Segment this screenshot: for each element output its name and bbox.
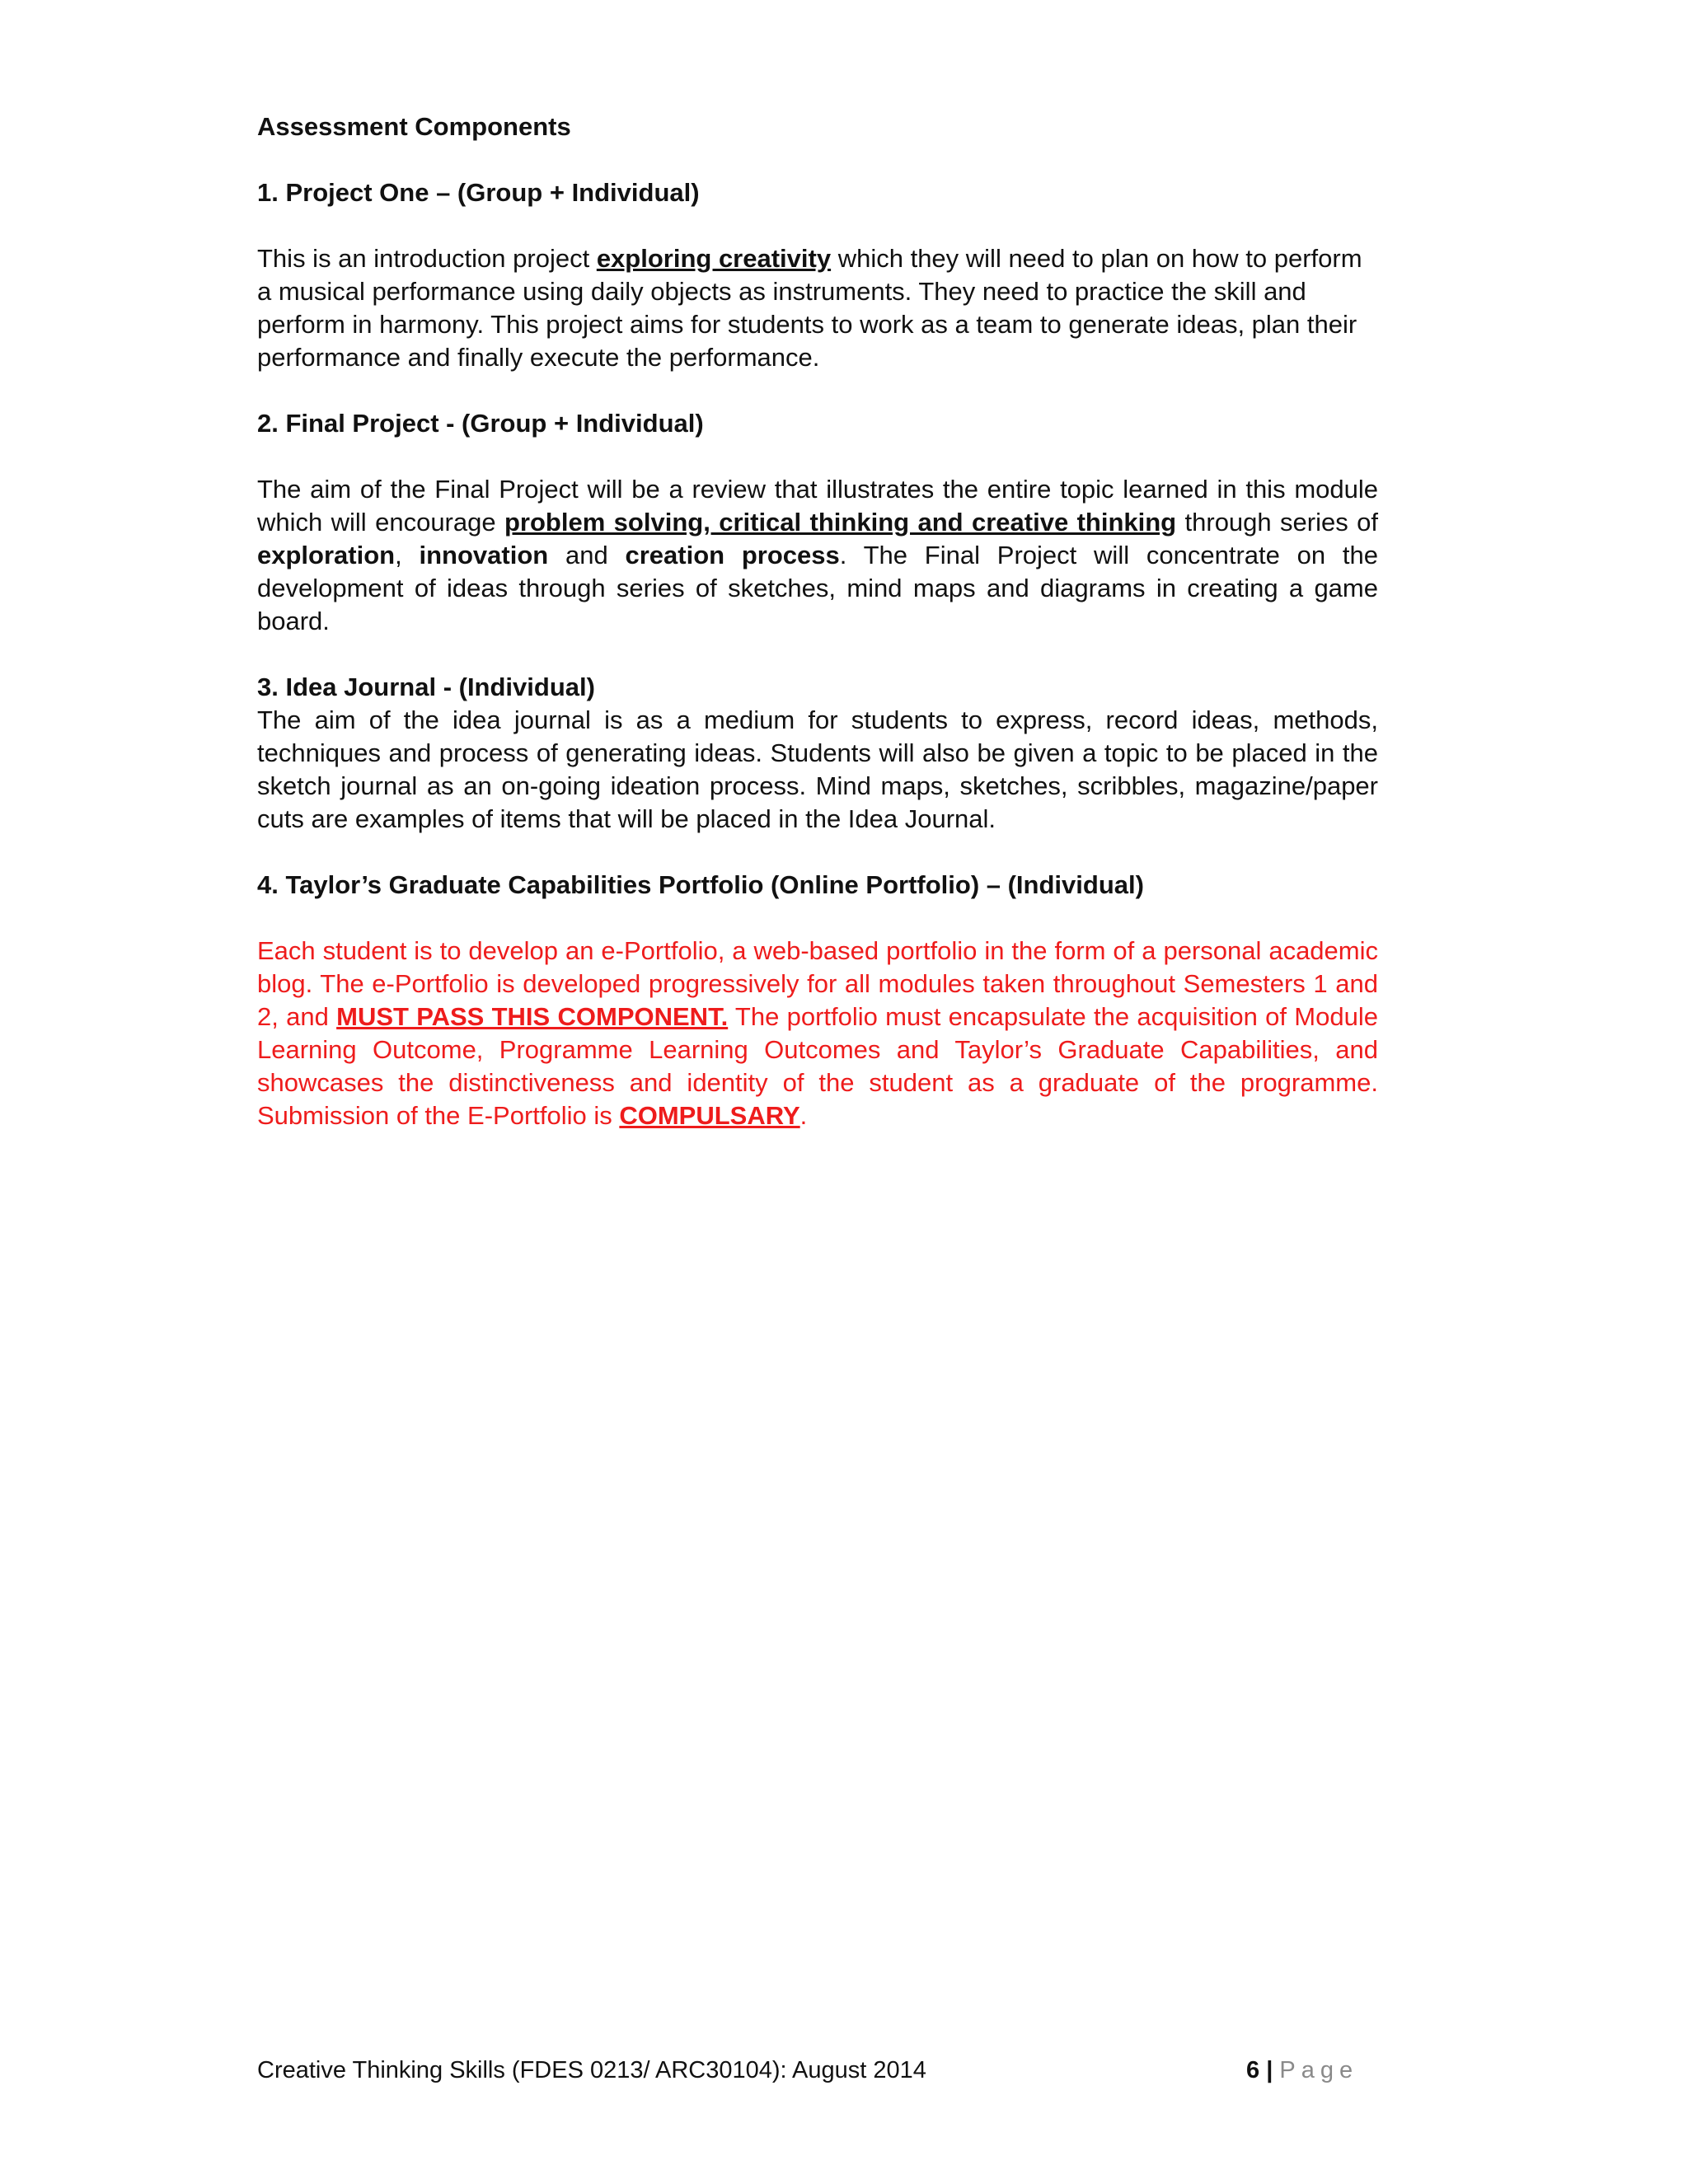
underlined-phrase: MUST PASS THIS COMPONENT. bbox=[336, 1002, 729, 1031]
section-heading-portfolio: 4. Taylor’s Graduate Capabilities Portfolio (Online Portfolio) – (Individual) bbox=[257, 870, 1144, 899]
page-word: Page bbox=[1279, 2057, 1359, 2083]
text-run: which they will need to plan on how to perform a musical performance using daily objects as instruments. They need to practice the skill and perform in harmony. This project aims for students to work as a team to generate ideas, plan their performance and finally execute the performance. bbox=[257, 244, 1362, 372]
section-heading-idea-journal: 3. Idea Journal - (Individual) bbox=[257, 673, 595, 701]
text-run: This is an introduction project bbox=[257, 244, 597, 273]
page-separator: | bbox=[1266, 2057, 1273, 2083]
section-paragraph-project-one bbox=[257, 242, 1378, 374]
section-paragraph-portfolio bbox=[257, 935, 1378, 1132]
underlined-phrase: exploring creativity bbox=[596, 244, 832, 273]
text-run: . The Final Project will concentrate on the development of ideas through series of sketches, mind maps and diagrams in creating a game board. bbox=[257, 541, 1378, 635]
text-run: . bbox=[799, 1101, 808, 1130]
page-number: 6 bbox=[1246, 2057, 1260, 2083]
footer-page-indicator bbox=[1246, 2055, 1358, 2085]
text-run: and bbox=[548, 541, 626, 569]
section-heading-project-one: 1. Project One – (Group + Individual) bbox=[257, 178, 700, 207]
text-run: through series of bbox=[1176, 508, 1378, 537]
page-title: Assessment Components bbox=[257, 112, 571, 141]
bold-word: exploration bbox=[257, 541, 396, 569]
underlined-phrase: COMPULSARY bbox=[619, 1101, 800, 1130]
underlined-phrase: problem solving, critical thinking and creative thinking bbox=[504, 508, 1177, 537]
footer-course-label: Creative Thinking Skills (FDES 0213/ ARC30104): August 2014 bbox=[257, 2057, 926, 2083]
text-run: Each student is to develop an e-Portfolio, a web-based portfolio in the form of a personal academic blog. The e-Portfolio is developed progressively for all modules taken throughout Semesters 1 and 2, and bbox=[257, 936, 1378, 1031]
text-run: The portfolio must encapsulate the acquisition of Module Learning Outcome, Programme Learning Outcomes and Taylor’s Graduate Capabilities, and showcases the distinctiveness and identity of the student as a graduate of the programme. Submission of the E-Portfolio is bbox=[257, 1002, 1378, 1130]
section-paragraph-idea-journal: The aim of the idea journal is as a medium for students to express, record ideas, methods, techniques and process of generating ideas. Students will also be given a topic to be placed in the sketch journal as an on-going ideation process. Mind maps, sketches, scribbles, magazine/paper cuts are examples of items that will be placed in the Idea Journal. bbox=[257, 705, 1378, 833]
section-heading-final-project: 2. Final Project - (Group + Individual) bbox=[257, 409, 704, 438]
section-paragraph-final-project bbox=[257, 473, 1378, 638]
bold-word: innovation bbox=[419, 541, 549, 569]
document-body bbox=[257, 110, 1378, 1132]
bold-word: creation process bbox=[625, 541, 840, 569]
text-run: , bbox=[395, 541, 420, 569]
text-run: The aim of the Final Project will be a review that illustrates the entire topic learned in this module which will encourage bbox=[257, 475, 1378, 537]
